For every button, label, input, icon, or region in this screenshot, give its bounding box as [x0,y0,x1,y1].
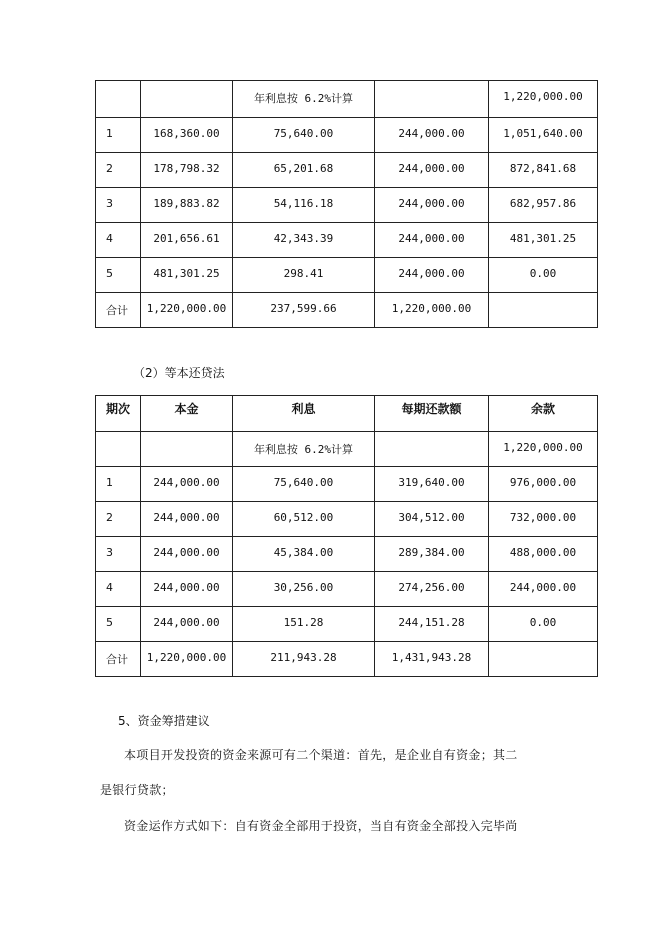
cell-principal: 481,301.25 [141,258,233,293]
cell-interest: 30,256.00 [233,572,375,607]
cell-payment: 244,000.00 [375,153,489,188]
cell-balance: 1,220,000.00 [489,432,598,467]
cell-interest: 65,201.68 [233,153,375,188]
cell-interest: 60,512.00 [233,502,375,537]
header-principal: 本金 [141,396,233,432]
section-5-title: 5、资金筹措建议 [118,714,210,728]
cell-interest: 42,343.39 [233,223,375,258]
cell-payment: 1,220,000.00 [375,293,489,328]
cell-principal: 1,220,000.00 [141,293,233,328]
cell-payment: 244,000.00 [375,188,489,223]
section-2-title: （2）等本还贷法 [133,366,225,380]
table-row [96,432,598,467]
table-row [96,118,598,153]
cell-principal [141,81,233,118]
cell-period: 4 [96,572,141,607]
cell-principal: 189,883.82 [141,188,233,223]
cell-principal: 178,798.32 [141,153,233,188]
table-row [96,607,598,642]
cell-balance [489,293,598,328]
cell-balance: 872,841.68 [489,153,598,188]
cell-interest: 年利息按 6.2%计算 [233,81,375,118]
cell-payment: 319,640.00 [375,467,489,502]
cell-principal: 244,000.00 [141,537,233,572]
header-balance: 余款 [489,396,598,432]
cell-payment: 1,431,943.28 [375,642,489,677]
table-row [96,537,598,572]
cell-balance: 682,957.86 [489,188,598,223]
table-row [96,467,598,502]
cell-balance: 481,301.25 [489,223,598,258]
cell-balance: 244,000.00 [489,572,598,607]
cell-period: 合计 [96,293,141,328]
table-row [96,258,598,293]
cell-payment: 244,151.28 [375,607,489,642]
cell-interest: 75,640.00 [233,118,375,153]
cell-payment: 244,000.00 [375,258,489,293]
paragraph-1-line-1: 本项目开发投资的资金来源可有二个渠道：首先，是企业自有资金；其二 [124,748,518,762]
cell-principal: 244,000.00 [141,572,233,607]
cell-principal: 244,000.00 [141,467,233,502]
cell-interest: 75,640.00 [233,467,375,502]
cell-interest: 237,599.66 [233,293,375,328]
cell-principal [141,432,233,467]
cell-interest: 211,943.28 [233,642,375,677]
cell-period: 合计 [96,642,141,677]
cell-balance: 1,220,000.00 [489,81,598,118]
cell-balance: 488,000.00 [489,537,598,572]
cell-payment: 274,256.00 [375,572,489,607]
cell-period: 4 [96,223,141,258]
header-period: 期次 [96,396,141,432]
cell-interest: 45,384.00 [233,537,375,572]
cell-balance: 0.00 [489,607,598,642]
equal-payment-table [95,80,598,328]
cell-period: 2 [96,502,141,537]
table-row [96,502,598,537]
table-row [96,81,598,118]
paragraph-2-line-1: 资金运作方式如下：自有资金全部用于投资，当自有资金全部投入完毕尚 [124,819,518,833]
cell-interest: 年利息按 6.2%计算 [233,432,375,467]
cell-period: 1 [96,118,141,153]
cell-interest: 151.28 [233,607,375,642]
cell-payment: 244,000.00 [375,223,489,258]
header-payment: 每期还款额 [375,396,489,432]
cell-payment: 289,384.00 [375,537,489,572]
cell-period: 3 [96,188,141,223]
cell-balance: 732,000.00 [489,502,598,537]
cell-principal: 168,360.00 [141,118,233,153]
cell-period: 1 [96,467,141,502]
cell-period: 2 [96,153,141,188]
cell-period: 5 [96,258,141,293]
cell-balance: 976,000.00 [489,467,598,502]
cell-principal: 201,656.61 [141,223,233,258]
header-interest: 利息 [233,396,375,432]
cell-period [96,81,141,118]
cell-payment: 304,512.00 [375,502,489,537]
cell-balance: 0.00 [489,258,598,293]
cell-interest: 298.41 [233,258,375,293]
table-row [96,572,598,607]
cell-payment [375,81,489,118]
cell-period: 5 [96,607,141,642]
cell-principal: 244,000.00 [141,502,233,537]
table-row [96,188,598,223]
table-row [96,153,598,188]
cell-balance: 1,051,640.00 [489,118,598,153]
cell-principal: 1,220,000.00 [141,642,233,677]
table-header-row [96,396,598,432]
cell-period: 3 [96,537,141,572]
table-row [96,642,598,677]
cell-payment: 244,000.00 [375,118,489,153]
cell-balance [489,642,598,677]
cell-principal: 244,000.00 [141,607,233,642]
cell-payment [375,432,489,467]
table-row [96,293,598,328]
cell-interest: 54,116.18 [233,188,375,223]
cell-period [96,432,141,467]
equal-principal-table [95,395,598,677]
table-row [96,223,598,258]
paragraph-1-line-2: 是银行贷款； [100,783,174,797]
